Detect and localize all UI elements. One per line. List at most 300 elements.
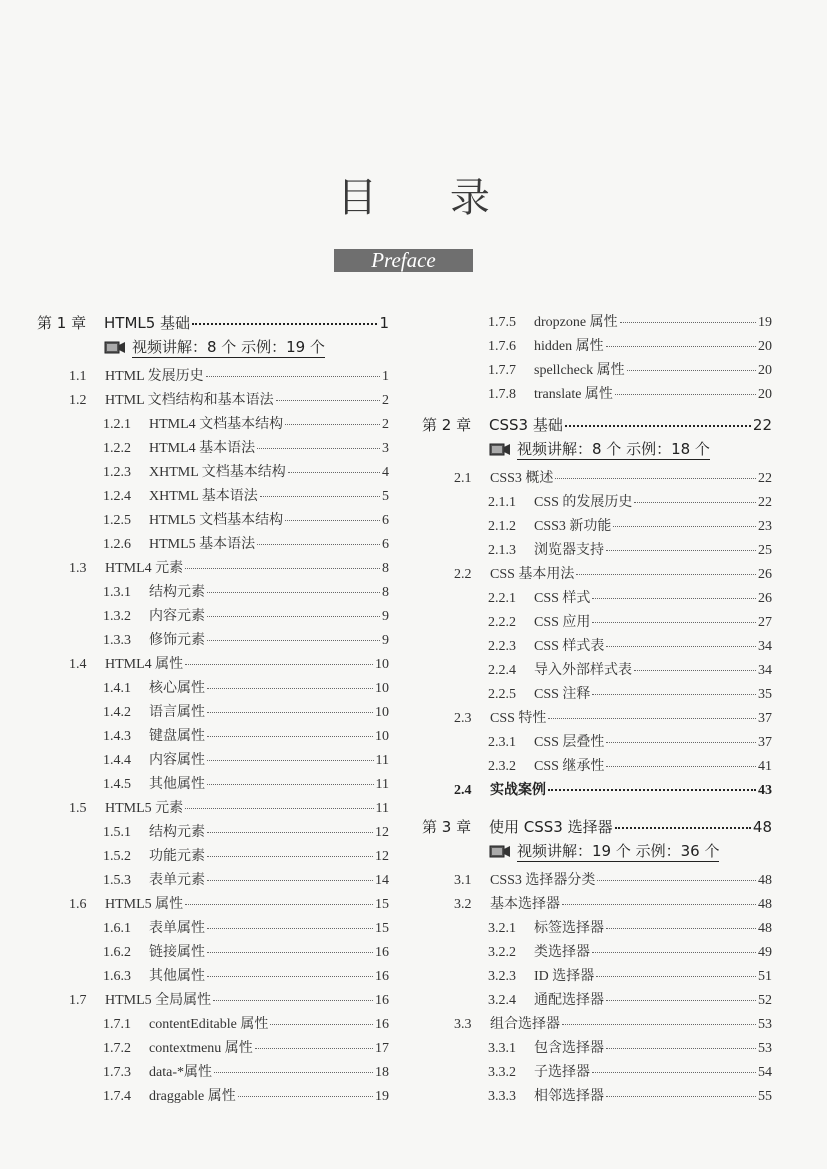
- toc-subsection-entry[interactable]: [37, 1061, 389, 1085]
- page-number: 11: [375, 777, 389, 792]
- toc-section-entry[interactable]: [37, 653, 389, 677]
- entry-title: 内容属性: [149, 753, 205, 768]
- toc-subsection-entry[interactable]: [422, 515, 772, 539]
- toc-section-entry[interactable]: [422, 563, 772, 587]
- dot-leader: [214, 1072, 373, 1073]
- entry-title: HTML5 基本语法: [149, 537, 256, 552]
- page-number: 23: [758, 519, 772, 534]
- dot-leader: [260, 496, 380, 497]
- entry-number: 1.7.3: [103, 1065, 131, 1080]
- dot-leader: [207, 640, 380, 641]
- dot-leader: [606, 550, 756, 551]
- dot-leader: [207, 976, 373, 977]
- video-camera-icon: [104, 338, 126, 353]
- entry-title: 子选择器: [534, 1065, 590, 1080]
- dot-leader: [285, 520, 380, 521]
- dot-leader: [207, 688, 373, 689]
- dot-leader: [592, 952, 756, 953]
- entry-title: translate 属性: [534, 387, 613, 402]
- entry-title: 浏览器支持: [534, 543, 604, 558]
- page-number: 54: [758, 1065, 772, 1080]
- toc-subsection-entry[interactable]: [37, 845, 389, 869]
- dot-leader: [606, 766, 756, 767]
- toc-subsection-entry[interactable]: [37, 581, 389, 605]
- page-number: 8: [382, 585, 389, 600]
- toc-subsection-entry[interactable]: [37, 413, 389, 437]
- entry-number: 3.2: [454, 897, 472, 912]
- entry-title: contentEditable 属性: [149, 1017, 269, 1032]
- entry-title: 包含选择器: [534, 1041, 604, 1056]
- entry-number: 3.3.3: [488, 1089, 516, 1104]
- entry-title: 基本选择器: [490, 897, 560, 912]
- entry-title: hidden 属性: [534, 339, 604, 354]
- entry-number: 3.3.1: [488, 1041, 516, 1056]
- toc-subsection-entry[interactable]: [37, 437, 389, 461]
- dot-leader: [606, 1000, 756, 1001]
- toc-subsection-entry[interactable]: [37, 677, 389, 701]
- entry-title: HTML4 元素: [105, 561, 184, 576]
- entry-title: CSS3 基础: [489, 416, 563, 434]
- entry-number: 1.1: [69, 369, 87, 384]
- entry-number: 3.2.4: [488, 993, 516, 1008]
- page-number: 26: [758, 591, 772, 606]
- toc-subsection-entry[interactable]: [37, 629, 389, 653]
- entry-number: 3.2.1: [488, 921, 516, 936]
- page-number: 10: [375, 681, 389, 696]
- page-number: 55: [758, 1089, 772, 1104]
- page-number: 12: [375, 849, 389, 864]
- page-number: 20: [758, 387, 772, 402]
- entry-number: 2.2.1: [488, 591, 516, 606]
- dot-leader: [288, 472, 380, 473]
- entry-number: 3.3.2: [488, 1065, 516, 1080]
- toc-subsection-entry[interactable]: [37, 533, 389, 557]
- entry-title: 导入外部样式表: [534, 663, 632, 678]
- video-camera-icon: [489, 440, 511, 455]
- toc-subsection-entry[interactable]: [422, 1061, 772, 1085]
- entry-title: draggable 属性: [149, 1089, 236, 1104]
- entry-title: 修饰元素: [149, 633, 205, 648]
- page-number: 15: [375, 921, 389, 936]
- entry-number: 1.2.4: [103, 489, 131, 504]
- toc-right-column: [422, 311, 772, 1109]
- entry-number: 1.2.2: [103, 441, 131, 456]
- entry-title: 实战案例: [490, 783, 546, 798]
- entry-number: 2.3.1: [488, 735, 516, 750]
- entry-number: 2.2.3: [488, 639, 516, 654]
- entry-number: 3.2.3: [488, 969, 516, 984]
- video-info-text: 视频讲解：19 个 示例：36 个: [517, 841, 720, 860]
- page-number: 49: [758, 945, 772, 960]
- toc-subsection-entry[interactable]: [37, 725, 389, 749]
- dot-leader: [207, 952, 373, 953]
- page-number: 22: [758, 495, 772, 510]
- entry-title: HTML4 文档基本结构: [149, 417, 284, 432]
- entry-title: CSS 注释: [534, 687, 591, 702]
- entry-title: XHTML 基本语法: [149, 489, 258, 504]
- entry-title: CSS3 新功能: [534, 519, 612, 534]
- page-number: 9: [382, 609, 389, 624]
- video-info-row: [422, 839, 772, 863]
- entry-number: 1.6: [69, 897, 87, 912]
- toc-left-column: [37, 311, 389, 1109]
- toc-section-entry[interactable]: [37, 557, 389, 581]
- toc-subsection-entry[interactable]: [422, 683, 772, 707]
- entry-title: 链接属性: [149, 945, 205, 960]
- entry-number: 1.4.2: [103, 705, 131, 720]
- entry-number: 1.2.1: [103, 417, 131, 432]
- toc-subsection-entry[interactable]: [422, 359, 772, 383]
- entry-title: 结构元素: [149, 825, 205, 840]
- toc-subsection-entry[interactable]: [37, 917, 389, 941]
- entry-title: HTML5 基础: [104, 314, 191, 332]
- toc-section-entry[interactable]: [37, 989, 389, 1013]
- toc-subsection-entry[interactable]: [37, 821, 389, 845]
- entry-number: 2.1.2: [488, 519, 516, 534]
- toc-subsection-entry[interactable]: [422, 635, 772, 659]
- toc-subsection-entry[interactable]: [37, 773, 389, 797]
- video-info-text: 视频讲解：8 个 示例：19 个: [132, 337, 325, 356]
- dot-leader: [207, 928, 373, 929]
- entry-number: 1.2.3: [103, 465, 131, 480]
- entry-number: 第 1 章: [37, 314, 87, 332]
- entry-title: 功能元素: [149, 849, 205, 864]
- entry-title: CSS 样式表: [534, 639, 605, 654]
- dot-leader: [207, 712, 373, 713]
- entry-number: 1.7.5: [488, 315, 516, 330]
- entry-title: CSS 特性: [490, 711, 547, 726]
- entry-title: 其他属性: [149, 777, 205, 792]
- dot-leader: [620, 322, 756, 323]
- page-number: 16: [375, 969, 389, 984]
- toc-subsection-entry[interactable]: [37, 461, 389, 485]
- toc-section-entry[interactable]: [422, 869, 772, 893]
- entry-title: XHTML 文档基本结构: [149, 465, 286, 480]
- dot-leader: [207, 856, 373, 857]
- page-number: 11: [375, 753, 389, 768]
- page-number: 2: [382, 393, 389, 408]
- page-number: 53: [758, 1017, 772, 1032]
- page-number: 16: [375, 1017, 389, 1032]
- entry-number: 2.2.2: [488, 615, 516, 630]
- entry-title: CSS3 选择器分类: [490, 873, 596, 888]
- dot-leader: [238, 1096, 373, 1097]
- toc-chapter-entry[interactable]: [422, 413, 772, 437]
- toc-section-entry[interactable]: [422, 779, 772, 803]
- page-number: 10: [375, 729, 389, 744]
- entry-title: 使用 CSS3 选择器: [489, 818, 613, 836]
- entry-title: HTML 发展历史: [105, 369, 204, 384]
- entry-number: 1.5: [69, 801, 87, 816]
- entry-number: 1.2.5: [103, 513, 131, 528]
- toc-subsection-entry[interactable]: [422, 335, 772, 359]
- page-number: 6: [382, 537, 389, 552]
- toc-chapter-entry[interactable]: [37, 311, 389, 335]
- toc-subsection-entry[interactable]: [37, 749, 389, 773]
- page-number: 14: [375, 873, 389, 888]
- entry-title: HTML5 属性: [105, 897, 184, 912]
- toc-subsection-entry[interactable]: [422, 659, 772, 683]
- entry-number: 3.1: [454, 873, 472, 888]
- page-number: 37: [758, 735, 772, 750]
- dot-leader: [606, 346, 756, 347]
- toc-subsection-entry[interactable]: [422, 731, 772, 755]
- entry-title: 核心属性: [149, 681, 205, 696]
- toc-subsection-entry[interactable]: [422, 311, 772, 335]
- entry-number: 1.6.1: [103, 921, 131, 936]
- page-number: 17: [375, 1041, 389, 1056]
- entry-number: 1.6.3: [103, 969, 131, 984]
- dot-leader: [207, 760, 374, 761]
- page-number: 26: [758, 567, 772, 582]
- entry-number: 1.7: [69, 993, 87, 1008]
- entry-number: 1.5.3: [103, 873, 131, 888]
- toc-subsection-entry[interactable]: [422, 1037, 772, 1061]
- entry-number: 2.3: [454, 711, 472, 726]
- video-info-row: [422, 437, 772, 461]
- dot-leader: [207, 832, 373, 833]
- entry-title: CSS 层叠性: [534, 735, 605, 750]
- entry-number: 1.4.5: [103, 777, 131, 792]
- dot-leader: [576, 574, 756, 575]
- toc-subsection-entry[interactable]: [422, 491, 772, 515]
- page-number: 20: [758, 363, 772, 378]
- dot-leader: [634, 502, 756, 503]
- entry-number: 第 3 章: [422, 818, 472, 836]
- entry-number: 1.3: [69, 561, 87, 576]
- page-number: 34: [758, 663, 772, 678]
- dot-leader: [555, 478, 756, 479]
- entry-title: contextmenu 属性: [149, 1041, 253, 1056]
- page-title: 目 录: [337, 175, 520, 221]
- dot-leader: [634, 670, 756, 671]
- toc-subsection-entry[interactable]: [422, 941, 772, 965]
- dot-leader: [185, 808, 373, 809]
- toc-section-entry[interactable]: [422, 467, 772, 491]
- page-number: 9: [382, 633, 389, 648]
- dot-leader: [207, 880, 373, 881]
- entry-title: 其他属性: [149, 969, 205, 984]
- toc-subsection-entry[interactable]: [37, 965, 389, 989]
- video-info-row: [37, 335, 389, 359]
- entry-number: 1.4.1: [103, 681, 131, 696]
- entry-title: 表单元素: [149, 873, 205, 888]
- page-number: 3: [382, 441, 389, 456]
- entry-title: CSS 基本用法: [490, 567, 575, 582]
- page-number: 2: [382, 417, 389, 432]
- dot-leader: [192, 323, 377, 325]
- entry-title: CSS 应用: [534, 615, 591, 630]
- entry-title: 表单属性: [149, 921, 205, 936]
- toc-subsection-entry[interactable]: [37, 1085, 389, 1109]
- entry-title: 类选择器: [534, 945, 590, 960]
- entry-number: 2.4: [454, 783, 472, 798]
- page-number: 43: [758, 783, 772, 798]
- toc-subsection-entry[interactable]: [422, 383, 772, 407]
- entry-title: ID 选择器: [534, 969, 595, 984]
- dot-leader: [562, 904, 756, 905]
- entry-title: HTML5 文档基本结构: [149, 513, 284, 528]
- dot-leader: [606, 1096, 756, 1097]
- toc-subsection-entry[interactable]: [37, 701, 389, 725]
- toc-subsection-entry[interactable]: [37, 509, 389, 533]
- entry-title: 结构元素: [149, 585, 205, 600]
- toc-section-entry[interactable]: [422, 707, 772, 731]
- toc-section-entry[interactable]: [422, 893, 772, 917]
- dot-leader: [185, 664, 373, 665]
- dot-leader: [207, 592, 380, 593]
- dot-leader: [606, 1048, 756, 1049]
- page-number: 6: [382, 513, 389, 528]
- entry-title: CSS 样式: [534, 591, 591, 606]
- toc-section-entry[interactable]: [422, 1013, 772, 1037]
- entry-number: 1.7.2: [103, 1041, 131, 1056]
- page-number: 16: [375, 993, 389, 1008]
- entry-title: HTML4 基本语法: [149, 441, 256, 456]
- toc-section-entry[interactable]: [37, 389, 389, 413]
- page-number: 19: [375, 1089, 389, 1104]
- dot-leader: [606, 646, 756, 647]
- entry-number: 1.2: [69, 393, 87, 408]
- page-number: 48: [752, 818, 772, 836]
- dot-leader: [613, 526, 756, 527]
- toc-subsection-entry[interactable]: [37, 1013, 389, 1037]
- page-number: 16: [375, 945, 389, 960]
- page-number: 22: [758, 471, 772, 486]
- entry-number: 第 2 章: [422, 416, 472, 434]
- dot-leader: [255, 1048, 373, 1049]
- entry-number: 1.7.6: [488, 339, 516, 354]
- toc-subsection-entry[interactable]: [37, 485, 389, 509]
- page-number: 51: [758, 969, 772, 984]
- toc-subsection-entry[interactable]: [422, 965, 772, 989]
- page-number: 48: [758, 897, 772, 912]
- entry-number: 2.1.1: [488, 495, 516, 510]
- entry-title: 标签选择器: [534, 921, 604, 936]
- video-info-text: 视频讲解：8 个 示例：18 个: [517, 439, 710, 458]
- dot-leader: [592, 1072, 756, 1073]
- toc-section-entry[interactable]: [37, 797, 389, 821]
- entry-number: 3.3: [454, 1017, 472, 1032]
- page-number: 25: [758, 543, 772, 558]
- entry-title: 语言属性: [149, 705, 205, 720]
- toc-subsection-entry[interactable]: [37, 941, 389, 965]
- entry-title: CSS 的发展历史: [534, 495, 633, 510]
- dot-leader: [548, 718, 756, 719]
- dot-leader: [565, 425, 751, 427]
- entry-number: 1.5.2: [103, 849, 131, 864]
- entry-title: 相邻选择器: [534, 1089, 604, 1104]
- entry-number: 2.2: [454, 567, 472, 582]
- toc-section-entry[interactable]: [37, 365, 389, 389]
- dot-leader: [207, 736, 373, 737]
- entry-number: 1.7.8: [488, 387, 516, 402]
- page-number: 41: [758, 759, 772, 774]
- toc-subsection-entry[interactable]: [422, 1085, 772, 1109]
- page-number: 8: [382, 561, 389, 576]
- entry-number: 2.1: [454, 471, 472, 486]
- page-number: 48: [758, 873, 772, 888]
- page-number: 1: [382, 369, 389, 384]
- page-number: 22: [752, 416, 772, 434]
- entry-number: 2.2.4: [488, 663, 516, 678]
- page-number: 53: [758, 1041, 772, 1056]
- dot-leader: [213, 1000, 373, 1001]
- toc-subsection-entry[interactable]: [37, 1037, 389, 1061]
- page-number: 4: [382, 465, 389, 480]
- entry-number: 1.3.1: [103, 585, 131, 600]
- toc-subsection-entry[interactable]: [422, 755, 772, 779]
- dot-leader: [257, 448, 380, 449]
- page-number: 18: [375, 1065, 389, 1080]
- page-number: 20: [758, 339, 772, 354]
- dot-leader: [185, 568, 380, 569]
- entry-number: 2.2.5: [488, 687, 516, 702]
- dot-leader: [592, 622, 756, 623]
- page-number: 11: [375, 801, 389, 816]
- entry-title: HTML 文档结构和基本语法: [105, 393, 274, 408]
- toc-subsection-entry[interactable]: [422, 989, 772, 1013]
- dot-leader: [270, 1024, 373, 1025]
- toc-subsection-entry[interactable]: [422, 611, 772, 635]
- entry-number: 1.4: [69, 657, 87, 672]
- entry-number: 1.4.4: [103, 753, 131, 768]
- entry-number: 1.7.7: [488, 363, 516, 378]
- dot-leader: [606, 742, 756, 743]
- page-number: 12: [375, 825, 389, 840]
- entry-title: HTML4 属性: [105, 657, 184, 672]
- entry-title: 组合选择器: [490, 1017, 560, 1032]
- entry-title: data-*属性: [149, 1065, 212, 1080]
- toc-chapter-entry[interactable]: [422, 815, 772, 839]
- page-number: 10: [375, 705, 389, 720]
- page-number: 1: [379, 314, 389, 332]
- entry-title: CSS 继承性: [534, 759, 605, 774]
- toc-subsection-entry[interactable]: [422, 539, 772, 563]
- page-number: 15: [375, 897, 389, 912]
- entry-number: 1.2.6: [103, 537, 131, 552]
- toc-subsection-entry[interactable]: [37, 605, 389, 629]
- entry-number: 1.3.3: [103, 633, 131, 648]
- toc-section-entry[interactable]: [37, 893, 389, 917]
- entry-number: 3.2.2: [488, 945, 516, 960]
- dot-leader: [615, 827, 751, 829]
- preface-banner: Preface: [334, 249, 473, 272]
- entry-title: 内容元素: [149, 609, 205, 624]
- entry-title: CSS3 概述: [490, 471, 554, 486]
- dot-leader: [207, 784, 374, 785]
- dot-leader: [206, 376, 380, 377]
- toc-subsection-entry[interactable]: [422, 587, 772, 611]
- entry-number: 1.7.1: [103, 1017, 131, 1032]
- entry-number: 1.5.1: [103, 825, 131, 840]
- entry-title: dropzone 属性: [534, 315, 618, 330]
- dot-leader: [606, 928, 756, 929]
- dot-leader: [596, 976, 756, 977]
- page-number: 48: [758, 921, 772, 936]
- entry-number: 1.6.2: [103, 945, 131, 960]
- page-number: 27: [758, 615, 772, 630]
- video-camera-icon: [489, 842, 511, 857]
- dot-leader: [548, 789, 756, 791]
- toc-subsection-entry[interactable]: [37, 869, 389, 893]
- dot-leader: [276, 400, 380, 401]
- dot-leader: [207, 616, 380, 617]
- entry-title: 键盘属性: [149, 729, 205, 744]
- entry-number: 2.3.2: [488, 759, 516, 774]
- toc-subsection-entry[interactable]: [422, 917, 772, 941]
- dot-leader: [257, 544, 380, 545]
